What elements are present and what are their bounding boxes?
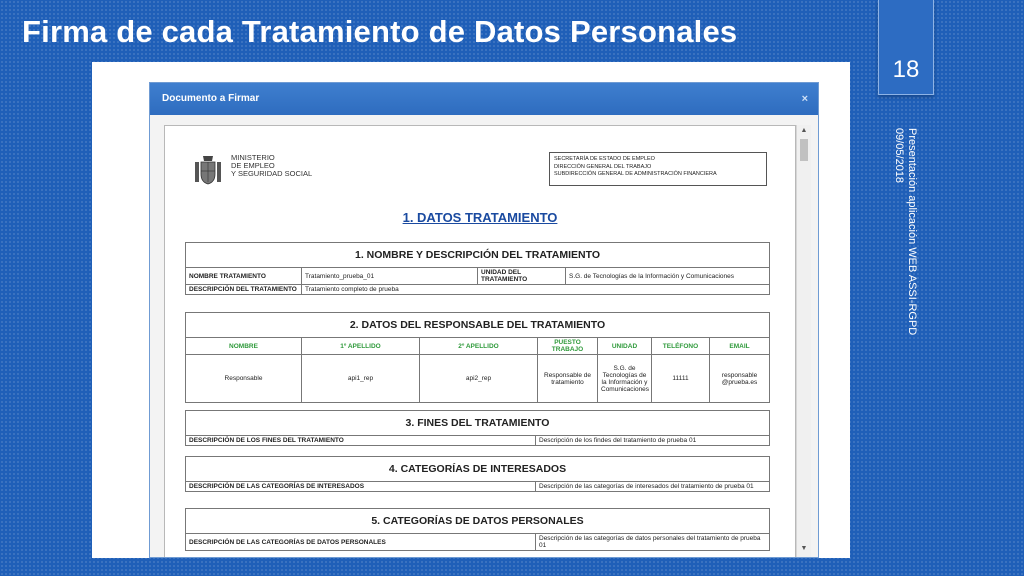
field-value: Descripción de los findes del tratamiento de prueba 01 — [536, 436, 770, 446]
presentation-name: Presentación aplicación WEB ASSI-RGPD — [906, 128, 918, 336]
table-cell: Responsable de tratamiento — [538, 355, 598, 403]
spain-coat-of-arms-logo — [191, 154, 225, 188]
table-cell: api2_rep — [420, 355, 538, 403]
scrollbar-thumb[interactable] — [800, 139, 808, 161]
close-icon[interactable]: × — [801, 93, 808, 105]
document-title: 1. DATOS TRATAMIENTO — [402, 210, 558, 225]
column-header: PUESTO TRABAJO — [538, 338, 598, 355]
scroll-down-arrow-icon[interactable]: ▼ — [800, 545, 808, 552]
field-label: DESCRIPCIÓN DEL TRATAMIENTO — [186, 285, 302, 295]
section-1-table — [185, 242, 770, 295]
field-label: DESCRIPCIÓN DE LAS CATEGORÍAS DE DATOS PERSONALES — [186, 534, 536, 551]
table-cell: 11111 — [652, 355, 710, 403]
org-line: SECRETARÍA DE ESTADO DE EMPLEO — [554, 156, 655, 162]
section-3-table — [185, 410, 770, 446]
table-cell: Responsable — [186, 355, 302, 403]
org-line: SUBDIRECCIÓN GENERAL DE ADMINISTRACIÓN FINANCIERA — [554, 171, 717, 177]
dialog-header — [150, 83, 818, 115]
section-3-heading: 3. FINES DEL TRATAMIENTO — [186, 411, 770, 436]
section-5-heading: 5. CATEGORÍAS DE DATOS PERSONALES — [186, 509, 770, 534]
field-value: Descripción de las categorías de datos personales del tratamiento de prueba 01 — [536, 534, 770, 551]
ministry-line: DE EMPLEO — [231, 161, 275, 170]
screenshot-frame — [92, 62, 850, 558]
section-4-table — [185, 456, 770, 492]
ministry-logo — [191, 154, 312, 188]
ministry-line: Y SEGURIDAD SOCIAL — [231, 169, 313, 178]
field-value: S.G. de Tecnologías de la Información y Comunicaciones — [566, 268, 770, 285]
sign-document-dialog — [149, 82, 819, 558]
column-header: 1º APELLIDO — [302, 338, 420, 355]
org-line: DIRECCIÓN GENERAL DEL TRABAJO — [554, 163, 652, 170]
field-label: DESCRIPCIÓN DE LOS FINES DEL TRATAMIENTO — [186, 436, 536, 446]
ministry-line: MINISTERIO — [231, 153, 275, 162]
dialog-body — [150, 115, 818, 557]
column-header: 2º APELLIDO — [420, 338, 538, 355]
field-value: Tratamiento_prueba_01 — [302, 268, 478, 285]
column-header: NOMBRE — [186, 338, 302, 355]
dialog-title: Documento a Firmar — [162, 93, 260, 104]
column-header: TELÉFONO — [652, 338, 710, 355]
field-value: Tratamiento completo de prueba — [302, 285, 770, 295]
table-cell: responsable @prueba.es — [710, 355, 770, 403]
document-viewer[interactable] — [164, 125, 796, 557]
field-label: NOMBRE TRATAMIENTO — [186, 268, 302, 285]
section-1-heading: 1. NOMBRE Y DESCRIPCIÓN DEL TRATAMIENTO — [186, 243, 770, 268]
ministry-name — [231, 154, 312, 178]
field-value: Descripción de las categorías de interesados del tratamiento de prueba 01 — [536, 482, 770, 492]
field-label: UNIDAD DEL TRATAMIENTO — [478, 268, 566, 285]
slide-title: Firma de cada Tratamiento de Datos Personales — [22, 14, 738, 49]
column-header: UNIDAD — [598, 338, 652, 355]
section-4-heading: 4. CATEGORÍAS DE INTERESADOS — [186, 457, 770, 482]
vertical-scrollbar[interactable] — [796, 125, 811, 557]
presentation-date: 09/05/2018 — [893, 128, 905, 184]
page-number: 18 — [892, 56, 920, 83]
section-2-heading: 2. DATOS DEL RESPONSABLE DEL TRATAMIENTO — [186, 313, 770, 338]
column-header: EMAIL — [710, 338, 770, 355]
section-5-table — [185, 508, 770, 551]
scroll-up-arrow-icon[interactable]: ▲ — [800, 127, 808, 134]
page-number-box — [878, 0, 934, 95]
field-label: DESCRIPCIÓN DE LAS CATEGORÍAS DE INTERESADOS — [186, 482, 536, 492]
section-2-table — [185, 312, 770, 403]
table-cell: S.G. de Tecnologías de la Información y Comunicaciones — [598, 355, 652, 403]
table-cell: api1_rep — [302, 355, 420, 403]
organization-box — [549, 152, 767, 186]
slide-footer-vertical — [892, 128, 918, 335]
